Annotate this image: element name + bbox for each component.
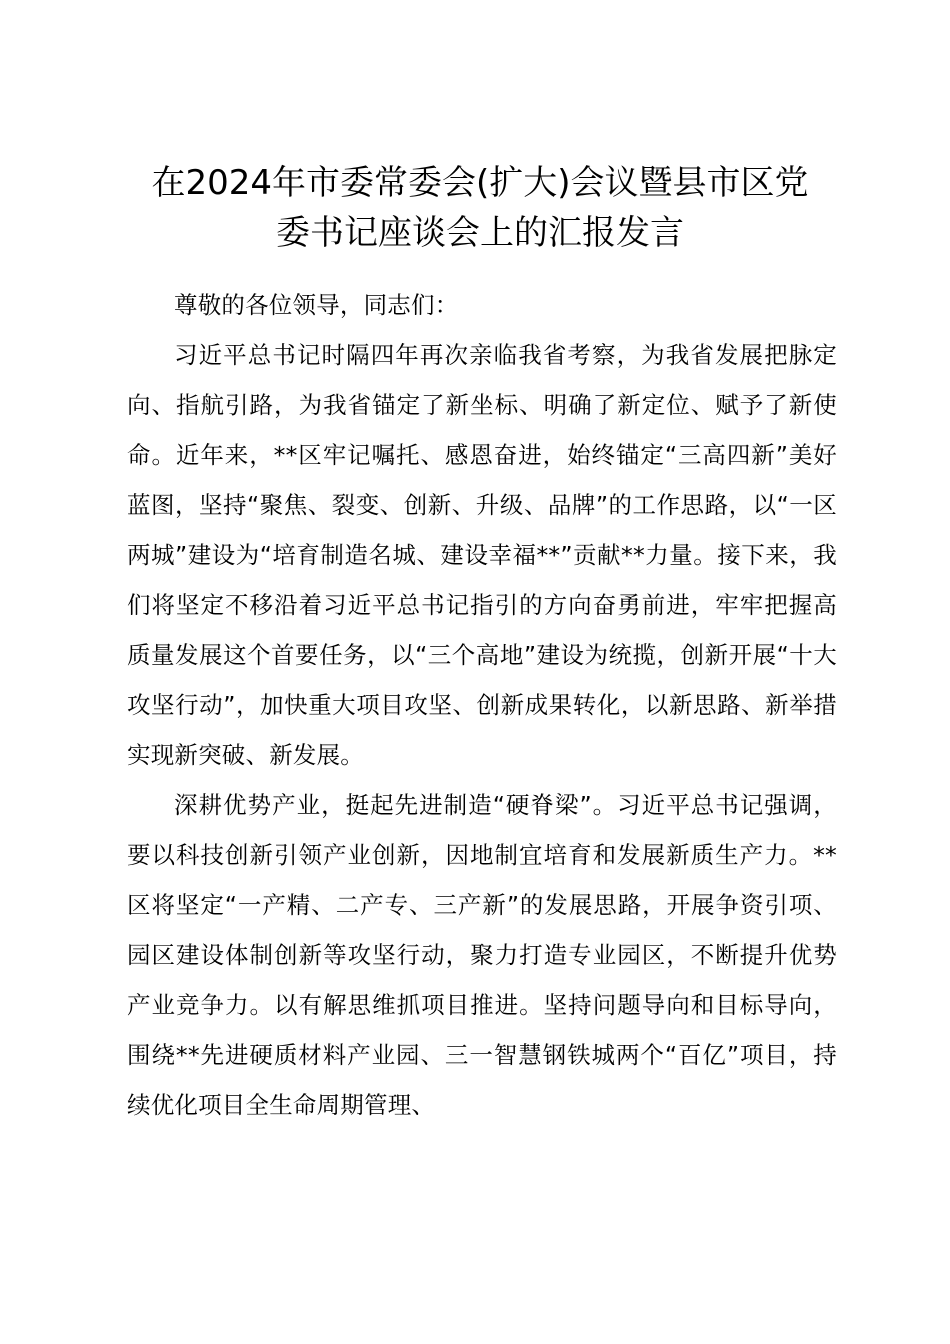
paragraph-2: 深耕优势产业，挺起先进制造“硬脊梁”。习近平总书记强调，要以科技创新引领产业创新，因地制宜培育和发展新质生产力。**区将坚定“一产精、二产专、三产新”的发展思路，开展争资引项、园区建设体制创新等攻坚行动，聚力打造专业园区，不断提升优势产业竞争力。以有解思维抓项目推进。坚持问题导向和目标导向，围绕**先进硬质材料产业园、三一智慧钢铁城两个“百亿”项目，持续优化项目全生命周期管理、 xyxy=(127,791,837,1119)
salutation: 尊敬的各位领导，同志们： xyxy=(174,291,459,319)
paragraph-1: 习近平总书记时隔四年再次亲临我省考察，为我省发展把脉定向、指航引路，为我省锚定了新坐标、明确了新定位、赋予了新使命。近年来，**区牢记嘱托、感恩奋进，始终锚定“三高四新”美好蓝图，坚持“聚焦、裂变、创新、升级、品牌”的工作思路，以“一区两城”建设为“培育制造名城、建设幸福**”贡献**力量。接下来，我们将坚定不移沿着习近平总书记指引的方向奋勇前进，牢牢把握高质量发展这个首要任务，以“三个高地”建设为统揽，创新开展“十大攻坚行动”，加快重大项目攻坚、创新成果转化，以新思路、新举措实现新突破、新发展。 xyxy=(127,341,837,769)
title-line-2: 委书记座谈会上的汇报发言 xyxy=(276,213,684,253)
title-line-1: 在2024年市委常委会(扩大)会议暨县市区党 xyxy=(151,163,809,203)
document-body xyxy=(127,280,837,1130)
document-title xyxy=(100,158,860,258)
